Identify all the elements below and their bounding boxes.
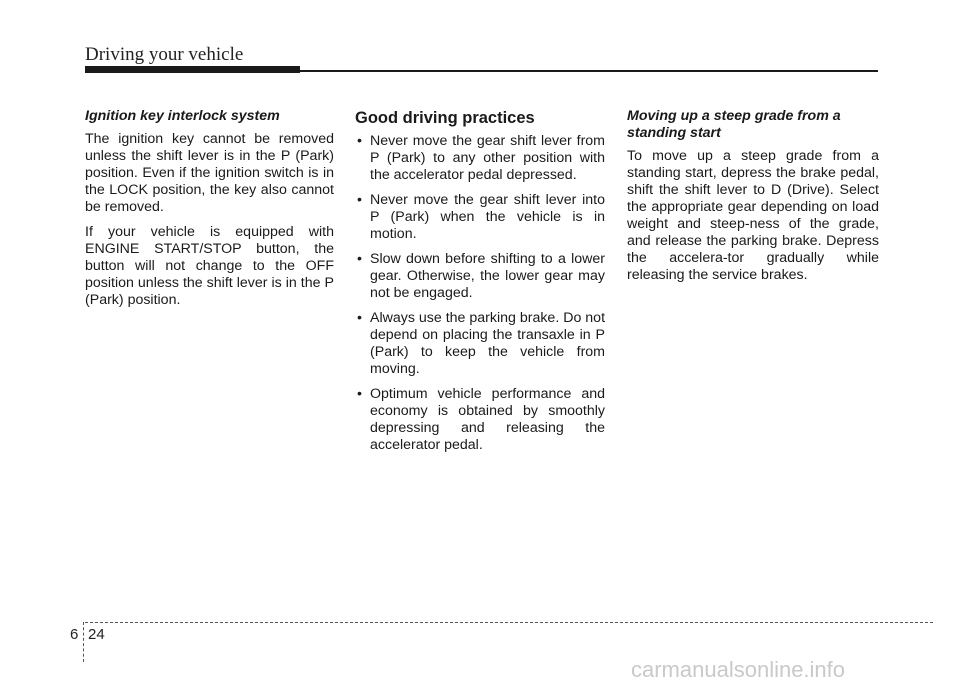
paragraph: To move up a steep grade from a standing start, depress the brake pedal, shift the shift lever to D (Drive). Select the appropriate gear depending on load weight and steep-ness of the grade, and release the parking brake. Depress the accelera-tor gradually while releasing the service brakes.: [627, 148, 879, 283]
list-item-text: Slow down before shifting to a lower gear. Otherwise, the lower gear may not be engaged.: [370, 251, 605, 301]
footer-dashed-rule: [85, 622, 933, 623]
bullet-list: [355, 133, 605, 454]
list-item: [355, 386, 605, 454]
bullet-icon: •: [357, 192, 362, 208]
column-good-driving-practices: [355, 108, 605, 462]
column-ignition-interlock: [85, 108, 334, 317]
bullet-icon: •: [357, 133, 362, 149]
section-heading-good-driving-practices: Good driving practices: [355, 109, 535, 127]
bullet-icon: •: [357, 251, 362, 267]
paragraph: The ignition key cannot be removed unless the shift lever is in the P (Park) position. Even if the ignition switch is in the LOCK position, the key also cannot be removed.: [85, 131, 334, 215]
paragraph: If your vehicle is equipped with ENGINE START/STOP button, the button will not change to the OFF position unless the shift lever is in the P (Park) position.: [85, 224, 334, 308]
section-heading-steep-grade: Moving up a steep grade from a standing start: [627, 108, 841, 141]
list-item: [355, 192, 605, 243]
header-rule-thin: [300, 70, 878, 72]
bullet-icon: •: [357, 386, 362, 402]
list-item-text: Never move the gear shift lever into P (Park) when the vehicle is in motion.: [370, 192, 605, 242]
page-number: 24: [88, 626, 105, 643]
watermark: carmanualsonline.info: [631, 657, 846, 682]
list-item: [355, 310, 605, 378]
list-item: [355, 251, 605, 302]
section-heading-ignition-interlock: Ignition key interlock system: [85, 108, 280, 124]
list-item-text: Optimum vehicle performance and economy is obtained by smoothly depressing and releasing the accelerator pedal.: [370, 386, 605, 453]
page-header-title: Driving your vehicle: [85, 44, 244, 65]
list-item: [355, 133, 605, 184]
chapter-number: 6: [70, 626, 79, 643]
column-steep-grade: [627, 108, 879, 292]
bullet-icon: •: [357, 310, 362, 326]
page-number-divider: [83, 622, 84, 662]
list-item-text: Never move the gear shift lever from P (Park) to any other position with the accelerator pedal depressed.: [370, 133, 605, 183]
header-rule-thick: [85, 66, 300, 73]
list-item-text: Always use the parking brake. Do not depend on placing the transaxle in P (Park) to keep the vehicle from moving.: [370, 310, 606, 377]
